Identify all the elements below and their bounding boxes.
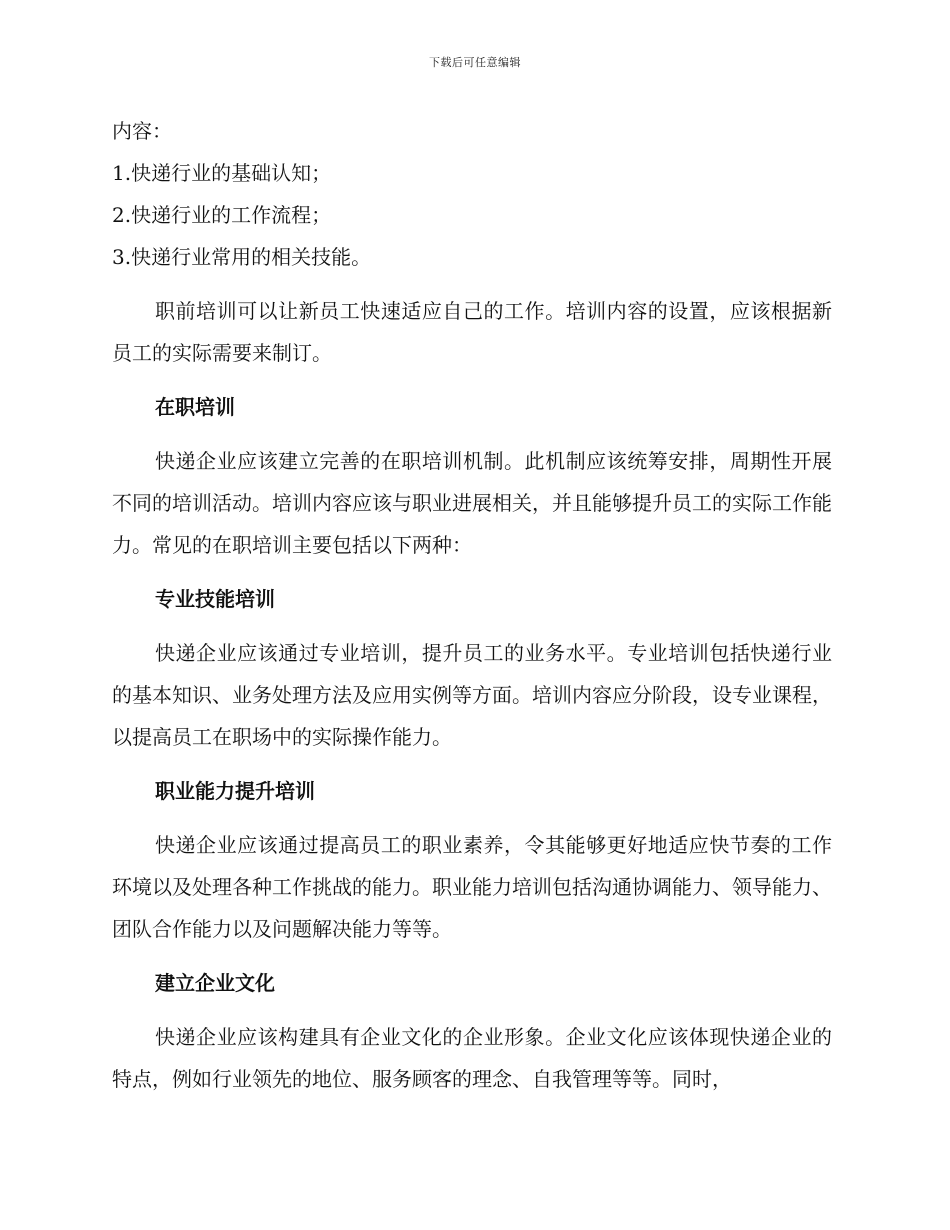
content-label: 内容：	[112, 119, 172, 143]
paragraph-ability-training: 快递企业应该通过提高员工的职业素养，令其能够更好地适应快节奏的工作环境以及处理各种工作挑战的能力。职业能力培训包括沟通协调能力、领导能力、团队合作能力以及问题解决能力等等。	[112, 833, 832, 941]
list-item: 3.快递行业常用的相关技能。	[112, 245, 372, 269]
heading-on-job-training: 在职培训	[155, 395, 235, 419]
paragraph-on-job-training: 快递企业应该建立完善的在职培训机制。此机制应该统筹安排，周期性开展不同的培训活动。培训内容应该与职业进展相关，并且能够提升员工的实际工作能力。常见的在职培训主要包括以下两种：	[112, 449, 832, 557]
paragraph-skill-training: 快递企业应该通过专业培训，提升员工的业务水平。专业培训包括快递行业的基本知识、业务处理方法及应用实例等方面。培训内容应分阶段，设专业课程，以提高员工在职场中的实际操作能力。	[112, 641, 832, 749]
paragraph-corporate-culture: 快递企业应该构建具有企业文化的企业形象。企业文化应该体现快递企业的特点，例如行业领先的地位、服务顾客的理念、自我管理等等。同时，	[112, 1025, 832, 1091]
heading-corporate-culture: 建立企业文化	[155, 971, 275, 995]
paragraph-pre-job-training: 职前培训可以让新员工快速适应自己的工作。培训内容的设置，应该根据新员工的实际需要来制订。	[112, 299, 832, 365]
heading-ability-training: 职业能力提升培训	[155, 779, 315, 803]
list-item: 1.快递行业的基础认知；	[112, 161, 332, 185]
heading-skill-training: 专业技能培训	[155, 587, 275, 611]
list-item: 2.快递行业的工作流程；	[112, 203, 332, 227]
header-note: 下载后可任意编辑	[429, 56, 521, 69]
document-body	[112, 110, 832, 1100]
